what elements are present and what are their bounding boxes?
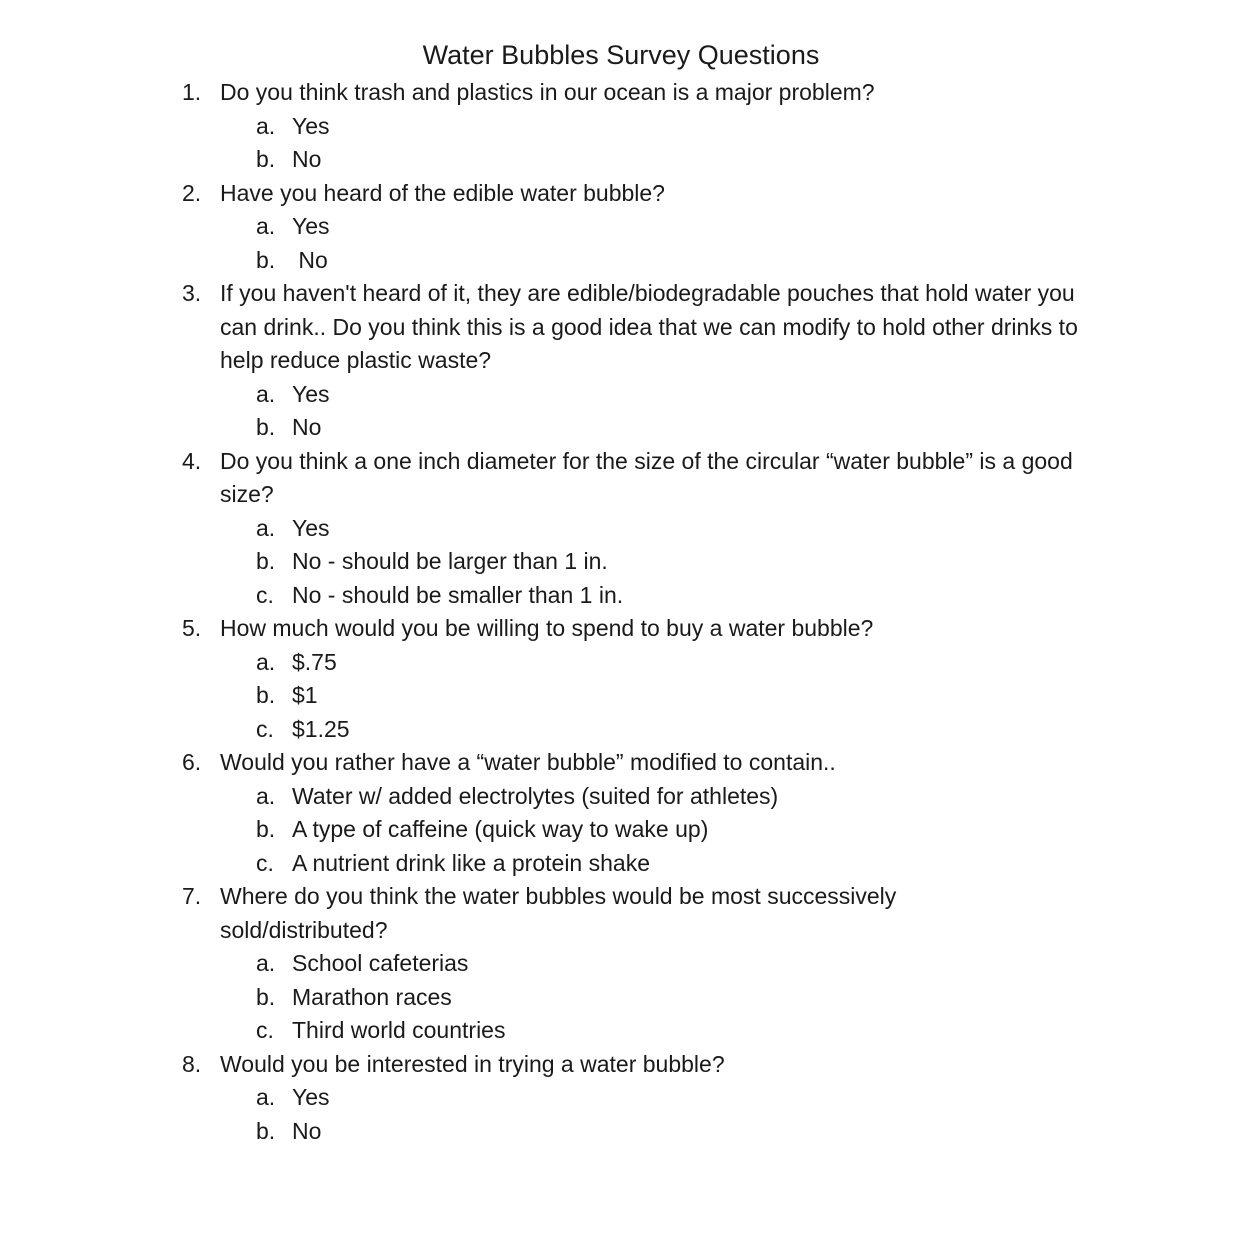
option-item: [220, 210, 1100, 244]
option-item: [220, 780, 1100, 814]
option-text: No: [292, 1117, 322, 1144]
option-item: [220, 1115, 1100, 1149]
option-letter: a.: [256, 112, 276, 139]
question-7: [0, 880, 1100, 1048]
option-item: [220, 847, 1100, 881]
question-5: [0, 612, 1100, 746]
question-number: 3.: [182, 280, 202, 306]
option-text: Third world countries: [292, 1017, 506, 1043]
question-8: [0, 1048, 1100, 1149]
option-list: [220, 110, 1100, 177]
question-text: Have you heard of the edible water bubble?: [220, 179, 665, 206]
option-list: [220, 1081, 1100, 1148]
option-text: $.75: [292, 648, 337, 675]
option-text: No - should be smaller than 1 in.: [292, 581, 624, 608]
option-text: School cafeterias: [292, 950, 469, 976]
option-letter: c.: [256, 715, 274, 742]
question-text: Would you be interested in trying a water bubble?: [220, 1050, 725, 1077]
option-letter: a.: [256, 648, 276, 675]
option-item: [220, 1081, 1100, 1115]
option-item: [220, 411, 1100, 445]
option-letter: c.: [256, 581, 274, 608]
option-item: [220, 244, 1100, 278]
option-letter: a.: [256, 514, 276, 541]
question-number: 7.: [182, 883, 202, 909]
question-4: [0, 445, 1100, 613]
option-letter: b.: [256, 146, 276, 172]
question-number: 5.: [182, 615, 202, 641]
option-text: Yes: [292, 112, 330, 139]
option-letter: b.: [256, 246, 276, 273]
option-letter: b.: [256, 682, 276, 708]
option-list: [220, 947, 1100, 1048]
option-item: [220, 679, 1100, 713]
option-letter: c.: [256, 1017, 274, 1043]
question-text: Do you think a one inch diameter for the size of the circular “water bubble” is a good size?: [220, 447, 1073, 507]
question-6: [0, 746, 1100, 880]
question-2: [0, 177, 1100, 278]
option-text: No: [292, 414, 322, 440]
question-text: Do you think trash and plastics in our ocean is a major problem?: [220, 79, 875, 105]
option-item: [220, 378, 1100, 412]
option-item: [220, 947, 1100, 981]
option-letter: b.: [256, 816, 276, 842]
option-letter: c.: [256, 849, 274, 876]
option-text: A type of caffeine (quick way to wake up): [292, 816, 709, 842]
option-list: [220, 378, 1100, 445]
option-text: Marathon races: [292, 983, 452, 1010]
option-item: [220, 981, 1100, 1015]
question-list: [0, 76, 1242, 1148]
option-text: $1: [292, 682, 318, 708]
question-number: 8.: [182, 1050, 202, 1077]
option-letter: b.: [256, 1117, 276, 1144]
option-item: [220, 1014, 1100, 1048]
option-list: [220, 780, 1100, 881]
question-number: 2.: [182, 179, 202, 206]
document-title: Water Bubbles Survey Questions: [422, 40, 820, 70]
option-text: Yes: [292, 1084, 330, 1110]
option-text: Water w/ added electrolytes (suited for athletes): [292, 782, 779, 809]
question-3: [0, 277, 1100, 445]
option-item: [220, 713, 1100, 747]
question-text: Where do you think the water bubbles would be most successively sold/distributed?: [220, 883, 897, 943]
question-text: How much would you be willing to spend to buy a water bubble?: [220, 615, 874, 641]
option-item: [220, 579, 1100, 613]
option-text: No - should be larger than 1 in.: [292, 548, 608, 574]
option-item: [220, 110, 1100, 144]
option-text: No: [292, 246, 328, 273]
option-text: No: [292, 146, 322, 172]
option-letter: b.: [256, 983, 276, 1010]
option-text: A nutrient drink like a protein shake: [292, 849, 650, 876]
option-item: [220, 545, 1100, 579]
question-number: 1.: [182, 79, 202, 105]
option-letter: a.: [256, 1084, 276, 1110]
option-letter: b.: [256, 548, 276, 574]
question-number: 4.: [182, 447, 202, 474]
option-text: $1.25: [292, 715, 350, 742]
option-item: [220, 813, 1100, 847]
question-text: If you haven't heard of it, they are edible/biodegradable pouches that hold water you can drink.. Do you think this is a good idea that we can modify to hold other drinks to help reduce plastic waste?: [220, 280, 1078, 373]
question-number: 6.: [182, 749, 202, 775]
option-list: [220, 646, 1100, 747]
option-list: [220, 210, 1100, 277]
option-text: Yes: [292, 514, 330, 541]
question-text: Would you rather have a “water bubble” modified to contain..: [220, 749, 836, 775]
option-text: Yes: [292, 380, 330, 407]
option-item: [220, 512, 1100, 546]
option-letter: a.: [256, 782, 276, 809]
option-letter: a.: [256, 950, 276, 976]
option-item: [220, 143, 1100, 177]
option-text: Yes: [292, 213, 330, 239]
option-list: [220, 512, 1100, 613]
option-item: [220, 646, 1100, 680]
option-letter: b.: [256, 414, 276, 440]
option-letter: a.: [256, 380, 276, 407]
question-1: [0, 76, 1100, 177]
option-letter: a.: [256, 213, 276, 239]
